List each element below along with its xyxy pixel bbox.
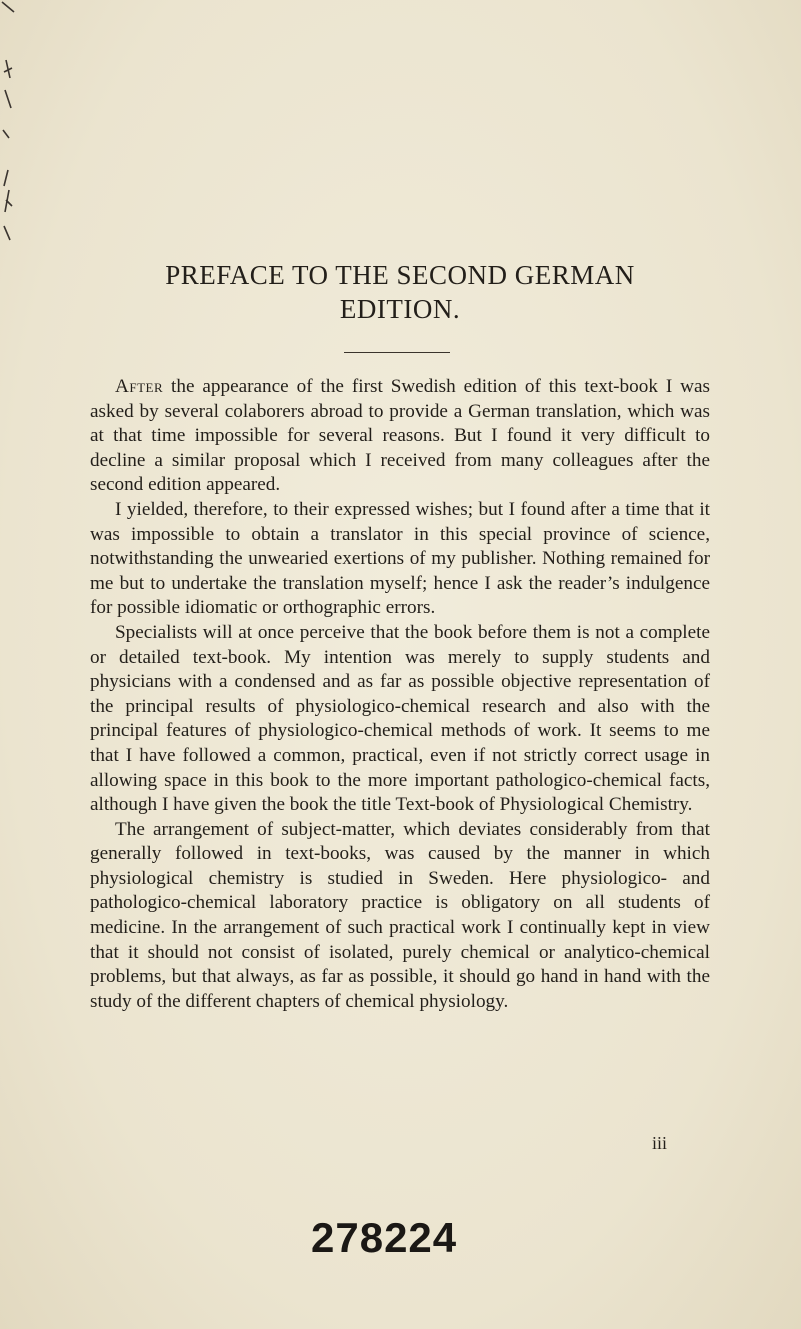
margin-marks xyxy=(0,0,20,280)
paragraph-1-lead: After xyxy=(115,376,164,397)
paragraph-1-text: the appearance of the first Swedish edition of this text-book I was asked by several colaborers abroad to provide a German translation, which was at that time impossible for several reasons. But I found it very difficult to decline a similar proposal which I received from many colleagues after the second edition appeared. xyxy=(90,376,710,496)
preface-title-line-2: EDITION. xyxy=(339,294,461,324)
page-number: iii xyxy=(652,1133,668,1153)
paragraph-4: The arrangement of subject-matter, which deviates considerably from that generally followed in text-books, was caused by the manner in which physiological chemistry is studied in Sweden. Here physiologico- and pathologico-chemical laboratory practice is obligatory on all students of medicine. In the arrangement of such practical work I continually kept in view that it should not consist of isolated, purely chemical or analytico-chemical problems, but that always, as far as possible, it should go hand in hand with the study of the different chapters of chemical physiology. xyxy=(90,818,710,1012)
library-stamp-number: 278224 xyxy=(311,1214,458,1261)
paragraph-2: I yielded, therefore, to their expressed wishes; but I found after a time that it was impossible to obtain a translator in this special province of science, notwithstanding the unwearied exertions of my publisher. Nothing remained for me but to undertake the translation myself; hence I ask the reader’s indulgence for possible idiomatic or orthographic errors. xyxy=(90,498,710,619)
preface-title-line-1: PREFACE TO THE SECOND GERMAN xyxy=(165,260,635,290)
preface-body xyxy=(90,375,710,1014)
title-divider xyxy=(344,352,450,353)
paragraph-1 xyxy=(90,375,710,498)
paragraph-3: Specialists will at once perceive that the book before them is not a complete or detailed text-book. My intention was merely to supply students and physicians with a condensed and as far as possible objective representation of the principal results of physiologico-chemical research and also with the principal features of physiologico-chemical methods of work. It seems to me that I have followed a common, practical, even if not strictly correct usage in allowing space in this book to the more important pathologico-chemical facts, although I have given the book the title Text-book of Physiological Chemistry. xyxy=(90,621,710,816)
